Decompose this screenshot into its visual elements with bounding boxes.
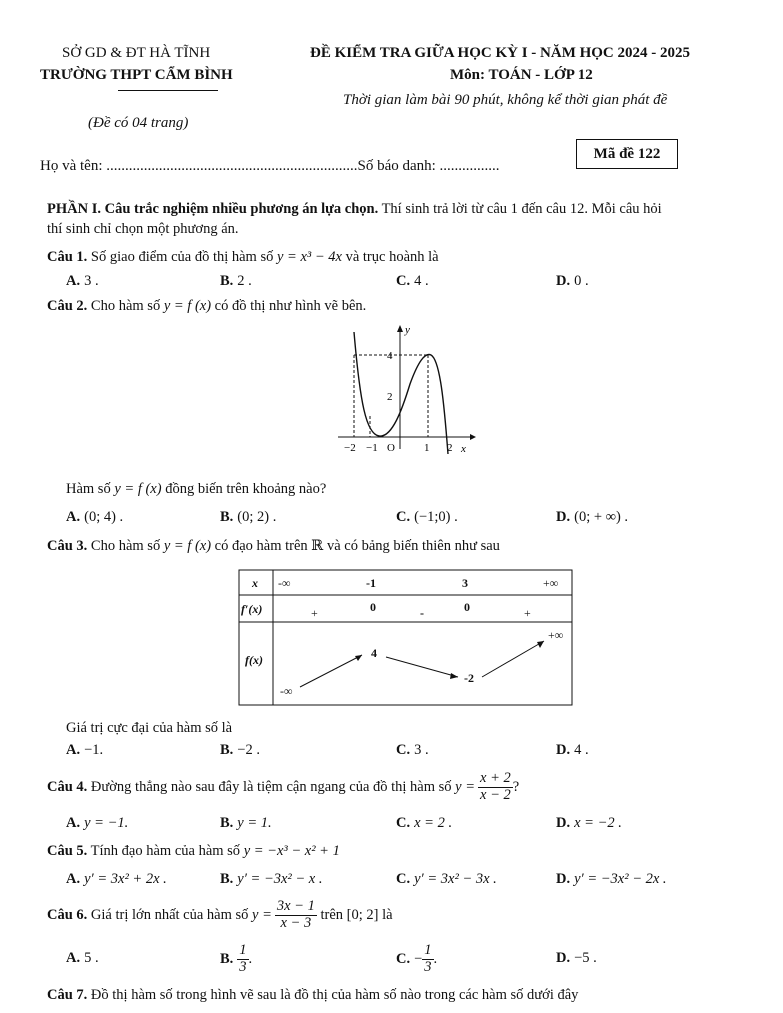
q7-num: Câu 7. xyxy=(47,987,88,1003)
q6-text-c: là xyxy=(378,906,393,923)
q4-qmark: ? xyxy=(512,778,520,795)
q6-stem xyxy=(47,894,393,936)
q7-text: Đồ thị hàm số trong hình vẽ sau là đồ thị của hàm số nào trong các hàm số dưới đây xyxy=(87,987,579,1003)
tick-y-4: 4 xyxy=(387,350,393,362)
y-axis-label: y xyxy=(405,324,410,336)
q5-option-a[interactable]: A. y′ = 3x² + 2x . xyxy=(66,871,167,887)
q5-option-b[interactable]: B. y′ = −3x² − x . xyxy=(220,871,323,887)
x-val-neg-inf: -∞ xyxy=(278,576,291,590)
sign-plus-2: + xyxy=(524,606,531,620)
f-val-neg2: -2 xyxy=(464,671,474,685)
q4-option-c[interactable]: C. x = 2 . xyxy=(396,815,453,831)
arrow-up-1 xyxy=(300,655,362,687)
x-val-3: 3 xyxy=(462,576,468,590)
q2-option-c[interactable]: C. (−1;0) . xyxy=(396,509,458,525)
q2-num: Câu 2. xyxy=(47,298,88,314)
q2-option-b[interactable]: B. (0; 2) . xyxy=(220,509,277,525)
q6-num: Câu 6. xyxy=(47,906,88,923)
school-underline xyxy=(118,90,218,91)
q3-math: y = f (x) xyxy=(163,538,212,554)
f-val-4: 4 xyxy=(371,646,377,660)
f-val-pos-inf: +∞ xyxy=(548,628,564,642)
q6-option-a[interactable]: A. 5 . xyxy=(66,950,99,966)
q4-stem xyxy=(47,767,519,807)
x-val-pos-inf: +∞ xyxy=(543,576,559,590)
variation-table xyxy=(238,569,574,707)
q6-fraction: $\frac{3x - 1}{x - 3}$ xyxy=(276,897,315,931)
q3-option-b[interactable]: B. −2 . xyxy=(220,742,260,758)
x-axis-label: x xyxy=(461,443,466,455)
part1-desc-1: Thí sinh trả lời từ câu 1 đến câu 12. Mỗi câu hỏi xyxy=(378,201,662,217)
table-label-x: x xyxy=(252,576,258,590)
tick-x-neg2: −2 xyxy=(344,442,356,454)
function-curve xyxy=(354,332,448,454)
sign-minus: - xyxy=(420,606,424,620)
arrow-up-2 xyxy=(482,641,544,677)
q1-option-a[interactable]: A. 3 . xyxy=(66,273,99,289)
school-name: TRƯỜNG THPT CẨM BÌNH xyxy=(40,67,233,83)
part1-title: PHẦN I. Câu trắc nghiệm nhiều phương án lựa chọn. xyxy=(47,201,379,217)
q4-y-eq: y = xyxy=(455,778,476,795)
q4-fraction: $\frac{x + 2}{x - 2}$ xyxy=(480,769,511,803)
part1-desc-2: thí sinh chỉ chọn một phương án. xyxy=(47,221,239,237)
q2-math: y = f (x) xyxy=(163,298,212,314)
q6-option-c[interactable]: C. − $\frac{1}{3}$ . xyxy=(396,941,438,975)
q1-text-a: Số giao điểm của đồ thị hàm số xyxy=(87,249,277,265)
q5-text-a: Tính đạo hàm của hàm số xyxy=(87,843,244,859)
dept-name: SỞ GD & ĐT HÀ TĨNH xyxy=(62,45,211,61)
q2-question: Hàm số y = f (x) đồng biến trên khoảng nào? xyxy=(66,481,327,497)
origin-label: O xyxy=(387,442,395,454)
q2-graph xyxy=(330,322,480,457)
q4-text-a: Đường thẳng nào sau đây là tiệm cận ngang của đồ thị hàm số xyxy=(87,778,456,795)
pages-note: (Đề có 04 trang) xyxy=(88,115,189,131)
q3-text-b: có đạo hàm trên ℝ và có bảng biến thiên như sau xyxy=(211,538,500,554)
q1-math: y = x³ − 4x xyxy=(276,249,342,265)
q3-stem xyxy=(47,538,500,555)
exam-title: ĐỀ KIỂM TRA GIỮA HỌC KỲ I - NĂM HỌC 2024 - 2025 xyxy=(310,45,691,61)
name-field: Họ và tên: ...................................................................Số báo danh: ................ xyxy=(40,158,500,174)
q7-stem xyxy=(47,987,578,1004)
time-note: Thời gian làm bài 90 phút, không kể thời gian phát đề xyxy=(343,92,668,108)
q6-interval: [0; 2] xyxy=(346,906,379,923)
q5-option-d[interactable]: D. y′ = −3x² − 2x . xyxy=(556,871,667,887)
q3-text-a: Cho hàm số xyxy=(87,538,164,554)
q5-option-c[interactable]: C. y′ = 3x² − 3x . xyxy=(396,871,497,887)
q6-text-a: Giá trị lớn nhất của hàm số xyxy=(87,906,253,923)
q2-option-d[interactable]: D. (0; + ∞) . xyxy=(556,509,629,525)
x-axis-arrow xyxy=(470,434,476,440)
q3-question: Giá trị cực đại của hàm số là xyxy=(66,720,233,736)
f-val-neg-inf: -∞ xyxy=(280,684,293,698)
sign-zero-2: 0 xyxy=(464,600,470,614)
q2-stem xyxy=(47,298,366,315)
x-val-neg1: -1 xyxy=(366,576,376,590)
sign-plus-1: + xyxy=(311,606,318,620)
q1-option-c[interactable]: C. 4 . xyxy=(396,273,429,289)
subject-title: Môn: TOÁN - LỚP 12 xyxy=(450,67,593,83)
q1-text-b: và trục hoành là xyxy=(341,249,439,265)
q6-y-eq: y = xyxy=(252,906,272,923)
q1-option-b[interactable]: B. 2 . xyxy=(220,273,252,289)
q4-option-b[interactable]: B. y = 1. xyxy=(220,815,272,831)
arrow-down xyxy=(386,657,458,677)
q3-option-a[interactable]: A. −1. xyxy=(66,742,104,758)
tick-x-2: 2 xyxy=(447,442,453,454)
tick-x-1: 1 xyxy=(424,442,430,454)
q2-text-b: có đồ thị như hình vẽ bên. xyxy=(211,298,367,314)
y-axis-arrow xyxy=(397,325,403,332)
q3-option-d[interactable]: D. 4 . xyxy=(556,742,589,758)
table-label-f: f(x) xyxy=(245,653,263,667)
q5-num: Câu 5. xyxy=(47,843,88,859)
sign-zero-1: 0 xyxy=(370,600,376,614)
q6-text-b: trên xyxy=(316,906,347,923)
tick-y-2: 2 xyxy=(387,391,393,403)
q1-stem xyxy=(47,249,439,266)
exam-code-box xyxy=(576,139,678,169)
q1-option-d[interactable]: D. 0 . xyxy=(556,273,589,289)
q4-num: Câu 4. xyxy=(47,778,88,795)
part1-line1 xyxy=(47,201,662,218)
q5-stem xyxy=(47,843,340,860)
q3-num: Câu 3. xyxy=(47,538,88,554)
q2-option-a[interactable]: A. (0; 4) . xyxy=(66,509,124,525)
q6-option-b[interactable]: B. $\frac{1}{3}$ . xyxy=(220,941,253,975)
q4-option-a[interactable]: A. y = −1. xyxy=(66,815,129,831)
table-label-fprime: f′(x) xyxy=(241,602,263,616)
q2-text-a: Cho hàm số xyxy=(87,298,164,314)
q5-math: y = −x³ − x² + 1 xyxy=(243,843,340,859)
q6-option-d[interactable]: D. −5 . xyxy=(556,950,597,966)
tick-x-neg1: −1 xyxy=(366,442,378,454)
q3-option-c[interactable]: C. 3 . xyxy=(396,742,429,758)
q4-option-d[interactable]: D. x = −2 . xyxy=(556,815,622,831)
exam-code: Mã đề 122 xyxy=(593,146,661,162)
q1-num: Câu 1. xyxy=(47,249,88,265)
